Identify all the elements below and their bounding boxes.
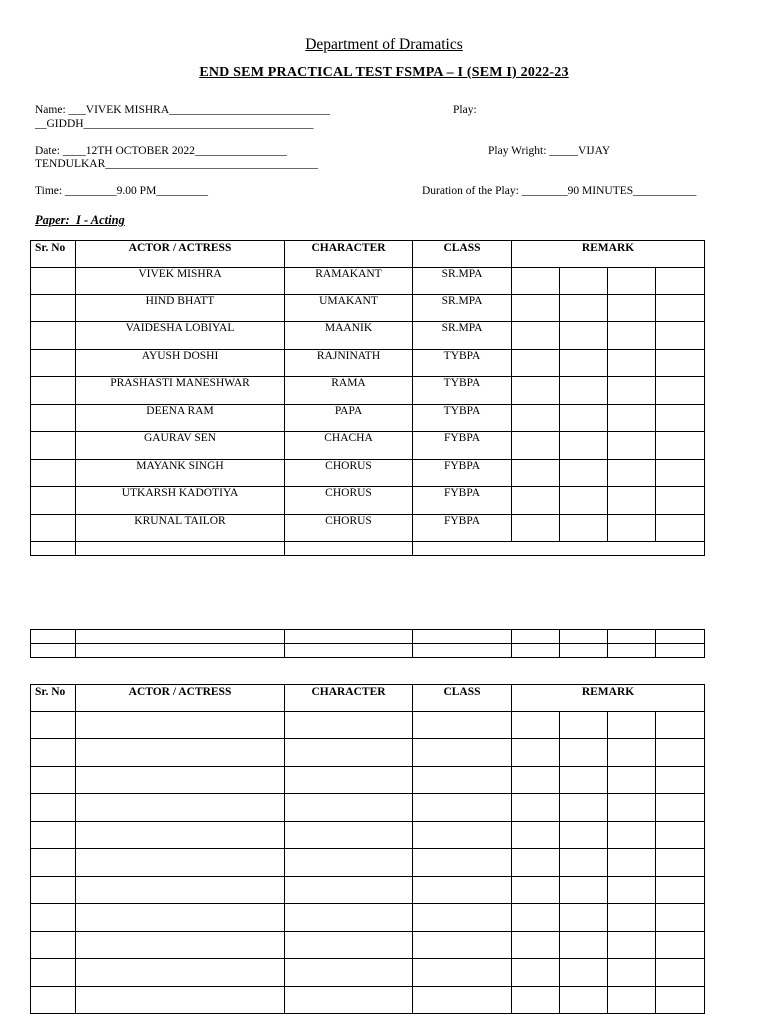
remark-cell (608, 460, 656, 487)
remark-cell (560, 487, 608, 515)
remark-cell (656, 350, 705, 377)
sr-no-cell (31, 515, 76, 542)
remark-cell (512, 432, 560, 460)
remark-cell (656, 487, 705, 515)
remark-cell (608, 515, 656, 542)
table-row (31, 268, 705, 295)
duration-field: Duration of the Play: ________90 MINUTES___________ (422, 185, 697, 197)
name-field: Name: ___VIVEK MISHRA____________________________ (35, 104, 331, 116)
empty-acting-table (30, 684, 705, 1014)
blank-table (30, 629, 705, 658)
sr-no-cell (31, 542, 76, 556)
remark-cell (656, 268, 705, 295)
character-cell: RAJNINATH (285, 350, 413, 377)
character-cell: RAMA (285, 377, 413, 405)
remark-cell (560, 515, 608, 542)
class-cell: SR.MPA (413, 268, 512, 295)
remark-cell (656, 377, 705, 405)
sr-no-cell (31, 268, 76, 295)
table-row (31, 405, 705, 432)
remark-cell (608, 487, 656, 515)
table-row (31, 630, 705, 644)
time-field: Time: _________9.00 PM_________ (35, 185, 209, 197)
table-row (31, 295, 705, 322)
remark-cell (512, 295, 560, 322)
table-row (31, 487, 705, 515)
actor-cell: UTKARSH KADOTIYA (76, 487, 285, 515)
sr-no-cell (31, 350, 76, 377)
class-cell: TYBPA (413, 377, 512, 405)
character-cell: PAPA (285, 405, 413, 432)
actor-cell: HIND BHATT (76, 295, 285, 322)
actor-cell: DEENA RAM (76, 405, 285, 432)
character-header: CHARACTER (285, 241, 413, 268)
table-row (31, 739, 705, 767)
remark-cell (656, 432, 705, 460)
remark-cell (608, 432, 656, 460)
actor-header: ACTOR / ACTRESS (76, 685, 285, 712)
remark-cell (656, 295, 705, 322)
actor-cell: KRUNAL TAILOR (76, 515, 285, 542)
character-cell: CHORUS (285, 460, 413, 487)
remark-cell (656, 460, 705, 487)
sr-no-header: Sr. No (31, 685, 76, 712)
paper-label: Paper: I - Acting (35, 213, 125, 227)
page-title: Department of Dramatics (305, 36, 463, 53)
character-cell (285, 542, 413, 556)
table-row (31, 350, 705, 377)
class-cell: FYBPA (413, 432, 512, 460)
sr-no-cell (31, 460, 76, 487)
sr-no-cell (31, 295, 76, 322)
remark-cell (608, 268, 656, 295)
table-row (31, 822, 705, 849)
character-cell: RAMAKANT (285, 268, 413, 295)
remark-header: REMARK (512, 241, 705, 268)
actor-cell: MAYANK SINGH (76, 460, 285, 487)
playwright-field: Play Wright: _____VIJAY (488, 145, 611, 157)
class-cell: SR.MPA (413, 322, 512, 350)
actor-cell: AYUSH DOSHI (76, 350, 285, 377)
remark-cell (560, 460, 608, 487)
remark-cell (560, 405, 608, 432)
name-field-continued: __GIDDH________________________________________ (35, 118, 314, 130)
remark-cell (560, 295, 608, 322)
table-row (31, 987, 705, 1014)
table-row (31, 460, 705, 487)
table-row (31, 322, 705, 350)
remark-cell (608, 377, 656, 405)
table-row (31, 767, 705, 794)
actor-cell (76, 542, 285, 556)
table-row (31, 515, 705, 542)
remark-cell (608, 350, 656, 377)
remark-cell (608, 405, 656, 432)
actor-cell: VAIDESHA LOBIYAL (76, 322, 285, 350)
actor-header: ACTOR / ACTRESS (76, 241, 285, 268)
table-row (31, 849, 705, 877)
remark-cell (656, 322, 705, 350)
date-field: Date: ____12TH OCTOBER 2022________________ (35, 145, 287, 157)
remark-cell (608, 322, 656, 350)
character-header: CHARACTER (285, 685, 413, 712)
remark-cell (512, 350, 560, 377)
class-cell: FYBPA (413, 460, 512, 487)
actor-cell: GAURAV SEN (76, 432, 285, 460)
table-row (31, 432, 705, 460)
character-cell: CHACHA (285, 432, 413, 460)
remark-cell (656, 405, 705, 432)
character-cell: CHORUS (285, 487, 413, 515)
remark-header: REMARK (512, 685, 705, 712)
sr-no-cell (31, 432, 76, 460)
class-cell: TYBPA (413, 405, 512, 432)
page-subtitle: END SEM PRACTICAL TEST FSMPA – I (SEM I) 2022-23 (199, 65, 569, 80)
remark-cell (512, 377, 560, 405)
class-cell: SR.MPA (413, 295, 512, 322)
table-row (31, 877, 705, 904)
class-cell: FYBPA (413, 515, 512, 542)
remark-cell (560, 377, 608, 405)
remark-cell (608, 295, 656, 322)
character-cell: CHORUS (285, 515, 413, 542)
remark-cell (560, 432, 608, 460)
class-cell: FYBPA (413, 487, 512, 515)
remark-cell (560, 350, 608, 377)
remark-cell (512, 405, 560, 432)
acting-table (30, 240, 705, 556)
table-row (31, 712, 705, 739)
actor-cell: VIVEK MISHRA (76, 268, 285, 295)
sr-no-cell (31, 487, 76, 515)
character-cell: UMAKANT (285, 295, 413, 322)
remark-cell (512, 268, 560, 295)
remark-cell (512, 487, 560, 515)
class-header: CLASS (413, 241, 512, 268)
remark-cell (512, 515, 560, 542)
table-row (31, 932, 705, 959)
class-cell (413, 542, 705, 556)
remark-cell (512, 460, 560, 487)
sr-no-header: Sr. No (31, 241, 76, 268)
remark-cell (560, 268, 608, 295)
table-row (31, 377, 705, 405)
date-field-continued: TENDULKAR_____________________________________ (35, 158, 319, 170)
class-cell: TYBPA (413, 350, 512, 377)
class-header: CLASS (413, 685, 512, 712)
sr-no-cell (31, 377, 76, 405)
remark-cell (512, 322, 560, 350)
table-row (31, 644, 705, 658)
sr-no-cell (31, 322, 76, 350)
remark-cell (656, 515, 705, 542)
table-row (31, 542, 705, 556)
character-cell: MAANIK (285, 322, 413, 350)
table-row (31, 959, 705, 987)
remark-cell (560, 322, 608, 350)
play-label: Play: (453, 104, 477, 116)
table-row (31, 794, 705, 822)
actor-cell: PRASHASTI MANESHWAR (76, 377, 285, 405)
sr-no-cell (31, 405, 76, 432)
table-row (31, 904, 705, 932)
